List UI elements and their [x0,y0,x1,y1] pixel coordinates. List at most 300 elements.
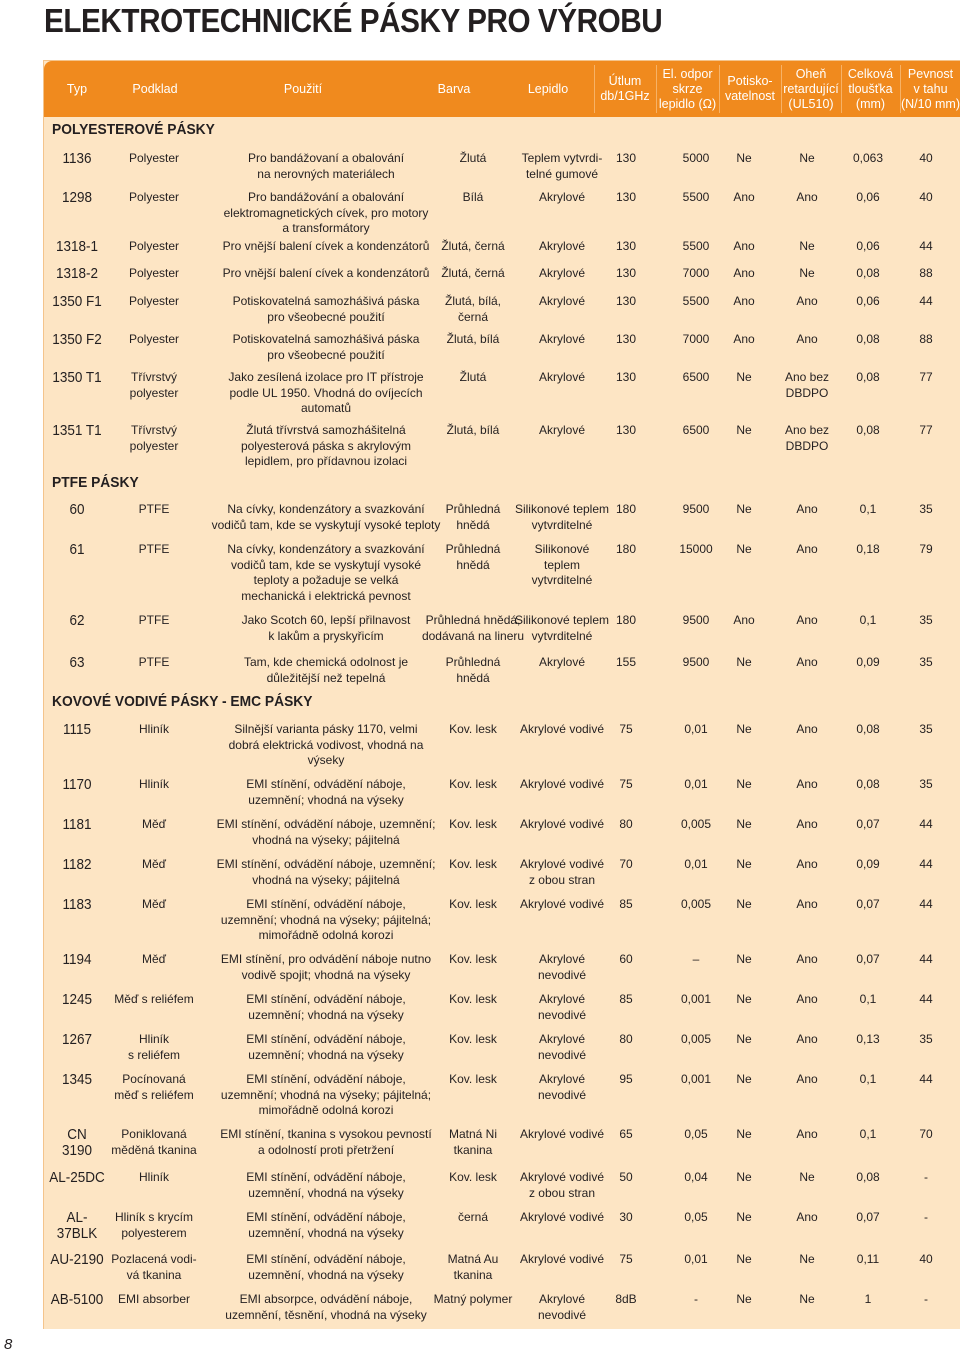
product-table [43,60,960,1329]
cell-odpor: 0,001 [680,1072,712,1086]
cell-barva: Bílá [462,190,484,204]
cell-barva: Žlutá [459,370,487,384]
cell-odpor: 0,005 [680,817,712,831]
cell-pouziti: Jako zesílená izolace pro IT přístroje podle UL 1950. Vhodná do ovíjecích automatů [228,370,424,415]
cell-barva: Průhledná hnědá [445,542,501,572]
cell-utlum: 8dB [615,1292,637,1306]
cell-ohen: Ne [799,266,815,280]
cell-typ: 1350 F1 [52,293,102,310]
cell-barva: Kov. lesk [449,777,497,791]
cell-podklad: Pocínovaná měď s reliéfem [114,1072,194,1102]
cell-ohen: Ano bez DBDPO [784,370,830,400]
header-utlum: Útlum db/1GHz [600,74,650,103]
cell-typ: AB-5100 [50,1291,104,1308]
cell-pevnost: 77 [919,423,933,437]
cell-podklad: Hliník [138,722,169,736]
cell-podklad: Polyester [128,266,180,280]
cell-typ: AL-25DC [49,1169,105,1186]
cell-odpor: 9500 [682,655,710,669]
cell-potisk: Ano [733,332,755,346]
section-title: POLYESTEROVÉ PÁSKY [52,121,215,138]
cell-podklad: Třívrstvý polyester [129,370,179,400]
header-barva: Barva [437,81,471,96]
header-separator [719,65,720,113]
cell-potisk: Ne [736,992,752,1006]
cell-potisk: Ne [736,952,752,966]
cell-pouziti: Tam, kde chemická odolnost je důležitější než tepelná [243,655,409,685]
cell-tloustka: 0,1 [859,613,877,627]
cell-tloustka: 0,09 [856,655,880,669]
cell-utlum: 70 [619,857,633,871]
cell-utlum: 130 [615,266,637,280]
header-ohen: Oheň retardující (UL510) [783,66,839,111]
section-title: PTFE PÁSKY [52,474,139,491]
cell-lepidlo: Akrylové nevodivé [537,1292,587,1322]
cell-tloustka: 1 [864,1292,872,1306]
cell-ohen: Ne [799,1252,815,1266]
cell-utlum: 130 [615,151,637,165]
cell-utlum: 85 [619,992,633,1006]
cell-typ: 1318-2 [55,265,99,282]
cell-pouziti: EMI stínění, odvádění náboje, uzemnění; vhodná na výseky [246,992,406,1022]
cell-pouziti: EMI stínění, tkanina s vysokou pevností a odolností proti přetržení [220,1127,432,1157]
cell-odpor: 5500 [682,239,710,253]
cell-tloustka: 0,1 [859,502,877,516]
cell-typ: AL- 37BLK [56,1209,98,1242]
cell-tloustka: 0,07 [856,897,880,911]
cell-pouziti: Na cívky, kondenzátory a svazkování vodičů tam, kde se vyskytují vysoké teploty a požaduje se velká mechanická i elektrická pevnost [227,542,425,603]
cell-pouziti: EMI absorpce, odvádění náboje, uzemnění, těsnění, vhodná na výseky [225,1292,427,1322]
cell-potisk: Ne [736,1032,752,1046]
cell-barva: Kov. lesk [449,817,497,831]
cell-ohen: Ano [796,1127,818,1141]
cell-ohen: Ano [796,897,818,911]
cell-utlum: 130 [615,190,637,204]
cell-typ: 1267 [61,1031,93,1048]
cell-tloustka: 0,13 [856,1032,880,1046]
header-pouziti: Použití [283,81,323,96]
cell-typ: 63 [69,654,85,671]
cell-pevnost: 40 [919,1252,933,1266]
cell-podklad: PTFE [138,655,170,669]
cell-potisk: Ano [733,266,755,280]
cell-potisk: Ne [736,1072,752,1086]
table-header [44,61,960,117]
cell-potisk: Ne [736,370,752,384]
cell-potisk: Ano [733,190,755,204]
cell-podklad: PTFE [138,502,170,516]
cell-odpor: 7000 [682,332,710,346]
cell-lepidlo: Akrylové [538,655,585,669]
cell-lepidlo: Akrylové [538,294,585,308]
cell-pevnost: 44 [919,857,933,871]
cell-odpor: 0,001 [680,992,712,1006]
cell-pouziti: Potiskovatelná samozhášivá páska pro všeobecné použití [232,294,420,324]
cell-barva: Žlutá, černá [441,266,505,280]
cell-barva: Matná Ni tkanina [448,1127,498,1157]
cell-typ: 1170 [62,776,92,793]
cell-pouziti: Na cívky, kondenzátory a svazkování vodičů tam, kde se vyskytují vysoké teploty [211,502,441,532]
cell-barva: Průhledná hnědá [445,655,501,685]
cell-lepidlo: Akrylové [538,239,585,253]
cell-podklad: Poniklovaná měděná tkanina [111,1127,197,1157]
cell-odpor: 0,005 [680,1032,712,1046]
cell-utlum: 155 [615,655,637,669]
cell-pouziti: Pro bandážování a obalování elektromagnetických cívek, pro motory a transformátory [223,190,429,235]
cell-podklad: Polyester [128,190,180,204]
cell-utlum: 85 [619,897,633,911]
cell-tloustka: 0,09 [856,857,880,871]
cell-odpor: – [692,952,700,966]
cell-utlum: 80 [619,817,633,831]
cell-lepidlo: Akrylové [538,370,585,384]
cell-pevnost: 35 [919,722,933,736]
page-title: ELEKTROTECHNICKÉ PÁSKY PRO VÝROBU [44,2,663,39]
cell-ohen: Ano [796,613,818,627]
cell-typ: 61 [69,541,85,558]
cell-barva: Matný polymer [433,1292,513,1306]
cell-pevnost: 88 [919,266,933,280]
cell-utlum: 130 [615,423,637,437]
cell-tloustka: 0,063 [852,151,884,165]
cell-lepidlo: Akrylové vodivé z obou stran [519,857,605,887]
cell-podklad: Pozlacená vodi- vá tkanina [111,1252,197,1282]
cell-tloustka: 0,07 [856,952,880,966]
cell-podklad: Hliník s krycím polyesterem [115,1210,193,1240]
cell-utlum: 130 [615,332,637,346]
cell-ohen: Ne [799,239,815,253]
cell-podklad: Třívrstvý polyester [129,423,179,453]
cell-ohen: Ano [796,502,818,516]
cell-barva: černá [457,1210,489,1224]
cell-potisk: Ne [736,897,752,911]
cell-tloustka: 0,06 [856,190,880,204]
cell-potisk: Ne [736,817,752,831]
cell-lepidlo: Akrylové [538,423,585,437]
cell-ohen: Ano [796,817,818,831]
cell-ohen: Ne [799,1170,815,1184]
cell-lepidlo: Akrylové [538,332,585,346]
cell-podklad: Měď [141,897,167,911]
cell-podklad: Hliník s reliéfem [127,1032,180,1062]
cell-lepidlo: Akrylové vodivé [519,1210,605,1224]
cell-lepidlo: Akrylové nevodivé [537,1072,587,1102]
section-title: KOVOVÉ VODIVÉ PÁSKY - EMC PÁSKY [52,693,313,710]
cell-utlum: 95 [619,1072,633,1086]
cell-pevnost: 35 [919,655,933,669]
cell-tloustka: 0,1 [859,1072,877,1086]
cell-tloustka: 0,08 [856,423,880,437]
cell-odpor: 0,05 [684,1127,708,1141]
cell-tloustka: 0,08 [856,370,880,384]
header-separator [656,65,657,113]
cell-pevnost: 70 [919,1127,933,1141]
header-lepidlo: Lepidlo [527,81,569,96]
cell-lepidlo: Akrylové vodivé [519,1127,605,1141]
cell-barva: Kov. lesk [449,952,497,966]
header-pevnost: Pevnost v tahu (N/10 mm) [900,66,960,111]
cell-lepidlo: Akrylové [538,266,585,280]
cell-podklad: Polyester [128,151,180,165]
cell-pevnost: 44 [919,897,933,911]
cell-odpor: 5000 [682,151,710,165]
cell-ohen: Ano [796,952,818,966]
cell-ohen: Ano [796,1032,818,1046]
cell-utlum: 180 [615,542,637,556]
cell-ohen: Ano [796,542,818,556]
cell-odpor: 0,005 [680,897,712,911]
cell-typ: 1183 [62,896,92,913]
cell-barva: Kov. lesk [449,857,497,871]
cell-pouziti: EMI stínění, odvádění náboje, uzemnění; vhodná na výseky [246,1032,406,1062]
cell-pevnost: 44 [919,1072,933,1086]
cell-barva: Kov. lesk [449,1032,497,1046]
cell-potisk: Ne [736,1292,752,1306]
cell-pevnost: 35 [919,502,933,516]
cell-tloustka: 0,08 [856,1170,880,1184]
cell-odpor: 5500 [682,294,710,308]
cell-ohen: Ano [796,992,818,1006]
cell-pevnost: 35 [919,777,933,791]
cell-utlum: 65 [619,1127,633,1141]
cell-barva: Kov. lesk [449,1072,497,1086]
cell-potisk: Ne [736,655,752,669]
cell-utlum: 75 [619,777,633,791]
cell-tloustka: 0,1 [859,1127,877,1141]
cell-barva: Žlutá, bílá [446,332,500,346]
cell-typ: 1194 [62,951,92,968]
cell-pevnost: - [924,1292,928,1306]
cell-barva: Kov. lesk [449,992,497,1006]
cell-lepidlo: Akrylové vodivé [519,1252,605,1266]
cell-ohen: Ano [796,777,818,791]
cell-barva: Průhledná hnědá, dodávaná na lineru [421,613,525,643]
cell-ohen: Ano [796,1072,818,1086]
cell-typ: CN 3190 [61,1126,93,1159]
cell-podklad: Polyester [128,239,180,253]
cell-tloustka: 0,07 [856,817,880,831]
cell-podklad: Hliník [138,777,169,791]
cell-pevnost: 44 [919,992,933,1006]
cell-utlum: 130 [615,239,637,253]
cell-lepidlo: Akrylové vodivé [519,722,605,736]
header-odpor: El. odpor skrze lepidlo (Ω) [658,66,717,111]
cell-typ: 62 [69,612,85,629]
cell-potisk: Ne [736,722,752,736]
cell-pouziti: EMI stínění, odvádění náboje, uzemnění; vhodná na výseky; pájitelná; mimořádně odolná korozi [220,897,432,942]
cell-odpor: 0,01 [684,857,708,871]
cell-pevnost: 40 [919,190,933,204]
cell-potisk: Ne [736,423,752,437]
cell-typ: 1351 T1 [52,422,102,439]
cell-odpor: 0,04 [684,1170,708,1184]
page-number: 8 [4,1336,13,1353]
cell-tloustka: 0,08 [856,722,880,736]
cell-utlum: 75 [619,722,633,736]
cell-ohen: Ne [799,151,815,165]
cell-lepidlo: Akrylové vodivé [519,777,605,791]
header-separator [594,65,595,113]
cell-typ: 1350 T1 [52,369,102,386]
cell-potisk: Ne [736,542,752,556]
cell-podklad: Měď [141,817,167,831]
cell-pouziti: EMI stínění, pro odvádění náboje nutno vodivě spojit; vhodná na výseky [220,952,432,982]
cell-pevnost: 40 [919,151,933,165]
cell-pouziti: EMI stínění, odvádění náboje, uzemnění; vhodná na výseky; pájitelná [216,817,436,847]
cell-ohen: Ano [796,722,818,736]
cell-pouziti: Žlutá třívrstvá samozhášitelná polyesterová páska s akrylovým lepidlem, pro přídavnou izolaci [240,423,412,468]
cell-barva: Kov. lesk [449,897,497,911]
cell-pouziti: Jako Scotch 60, lepší přilnavost k lakům a pryskyřicím [241,613,411,643]
cell-lepidlo: Akrylové nevodivé [537,952,587,982]
cell-podklad: Měď [141,952,167,966]
cell-pevnost: 35 [919,1032,933,1046]
cell-odpor: 0,01 [684,1252,708,1266]
cell-pevnost: - [924,1210,928,1224]
cell-potisk: Ne [736,857,752,871]
cell-lepidlo: Akrylové [538,190,585,204]
cell-pevnost: 44 [919,817,933,831]
cell-utlum: 50 [619,1170,633,1184]
cell-odpor: 9500 [682,613,710,627]
cell-lepidlo: Akrylové vodivé [519,817,605,831]
cell-lepidlo: Akrylové nevodivé [537,992,587,1022]
cell-podklad: Polyester [128,294,180,308]
cell-pouziti: EMI stínění, odvádění náboje, uzemnění, vhodná na výseky [246,1252,406,1282]
cell-pouziti: Pro vnější balení cívek a kondenzátorů [222,266,430,280]
cell-podklad: Polyester [128,332,180,346]
cell-tloustka: 0,08 [856,332,880,346]
cell-pevnost: 44 [919,952,933,966]
cell-typ: 1136 [62,150,92,167]
cell-typ: 1298 [61,189,93,206]
cell-utlum: 75 [619,1252,633,1266]
cell-tloustka: 0,18 [856,542,880,556]
cell-ohen: Ne [799,1292,815,1306]
cell-barva: Průhledná hnědá [445,502,501,532]
cell-typ: AU-2190 [50,1251,104,1268]
cell-podklad: Měď s reliéfem [114,992,194,1006]
cell-ohen: Ano bez DBDPO [784,423,830,453]
cell-tloustka: 0,11 [856,1252,880,1266]
cell-ohen: Ano [796,332,818,346]
cell-ohen: Ano [796,190,818,204]
cell-potisk: Ano [733,239,755,253]
cell-potisk: Ne [736,1252,752,1266]
cell-tloustka: 0,08 [856,266,880,280]
cell-lepidlo: Silikonové teplem vytvrditelné [514,502,610,532]
cell-odpor: - [694,1292,698,1306]
header-separator [900,65,901,113]
cell-pouziti: Pro vnější balení cívek a kondenzátorů [222,239,430,253]
cell-lepidlo: Akrylové nevodivé [537,1032,587,1062]
cell-potisk: Ne [736,151,752,165]
cell-typ: 1318-1 [55,238,99,255]
cell-odpor: 0,05 [684,1210,708,1224]
cell-pevnost: 88 [919,332,933,346]
cell-pouziti: EMI stínění, odvádění náboje, uzemnění; vhodná na výseky [246,777,406,807]
cell-odpor: 6500 [682,370,710,384]
cell-pevnost: - [924,1170,928,1184]
cell-barva: Matná Au tkanina [447,1252,499,1282]
cell-pouziti: Potiskovatelná samozhášivá páska pro všeobecné použití [232,332,420,362]
cell-pevnost: 77 [919,370,933,384]
cell-odpor: 15000 [679,542,713,556]
cell-typ: 1350 F2 [52,331,102,348]
header-podklad: Podklad [132,81,178,96]
cell-podklad: EMI absorber [117,1292,191,1306]
cell-lepidlo: Akrylové vodivé [519,897,605,911]
cell-pevnost: 44 [919,239,933,253]
cell-barva: Kov. lesk [449,1170,497,1184]
header-separator [781,65,782,113]
cell-podklad: Hliník [138,1170,169,1184]
cell-potisk: Ano [733,613,755,627]
cell-pouziti: EMI stínění, odvádění náboje, uzemnění, vhodná na výseky [246,1170,406,1200]
header-typ: Typ [66,81,88,96]
cell-barva: Žlutá, bílá, černá [444,294,502,324]
cell-pevnost: 44 [919,294,933,308]
cell-ohen: Ano [796,294,818,308]
cell-utlum: 80 [619,1032,633,1046]
header-separator [841,65,842,113]
cell-barva: Kov. lesk [449,722,497,736]
cell-typ: 1245 [61,991,93,1008]
cell-barva: Žlutá [459,151,487,165]
cell-pouziti: Silnější varianta pásky 1170, velmi dobrá elektrická vodivost, vhodná na výseky [228,722,424,767]
cell-potisk: Ne [736,1170,752,1184]
cell-podklad: PTFE [138,613,170,627]
cell-lepidlo: Akrylové vodivé z obou stran [519,1170,605,1200]
cell-podklad: Měď [141,857,167,871]
cell-odpor: 7000 [682,266,710,280]
cell-potisk: Ne [736,502,752,516]
cell-podklad: PTFE [138,542,170,556]
cell-utlum: 180 [615,502,637,516]
cell-utlum: 130 [615,294,637,308]
cell-utlum: 60 [619,952,633,966]
cell-pouziti: EMI stínění, odvádění náboje, uzemnění; vhodná na výseky; pájitelná [216,857,436,887]
cell-pevnost: 79 [919,542,933,556]
cell-tloustka: 0,06 [856,294,880,308]
cell-typ: 60 [69,501,85,518]
cell-potisk: Ne [736,1210,752,1224]
cell-odpor: 6500 [682,423,710,437]
cell-odpor: 0,01 [684,722,708,736]
cell-tloustka: 0,06 [856,239,880,253]
cell-typ: 1181 [62,816,92,833]
cell-tloustka: 0,1 [859,992,877,1006]
cell-potisk: Ne [736,1127,752,1141]
cell-pouziti: Pro bandážovaní a obalování na nerovných materiálech [247,151,405,181]
cell-barva: Žlutá, černá [441,239,505,253]
cell-typ: 1115 [62,721,92,738]
cell-potisk: Ne [736,777,752,791]
cell-pouziti: EMI stínění, odvádění náboje, uzemnění; vhodná na výseky; pájitelná; mimořádně odolná korozi [220,1072,432,1117]
cell-tloustka: 0,08 [856,777,880,791]
cell-utlum: 180 [615,613,637,627]
header-tloustka: Celková tloušťka (mm) [847,66,894,111]
cell-pouziti: EMI stínění, odvádění náboje, uzemnění, vhodná na výseky [246,1210,406,1240]
cell-utlum: 30 [619,1210,633,1224]
cell-lepidlo: Silikonové teplem vytvrditelné [514,613,610,643]
cell-ohen: Ano [796,655,818,669]
cell-odpor: 0,01 [684,777,708,791]
cell-lepidlo: Silikonové teplem vytvrditelné [531,542,593,587]
cell-typ: 1345 [61,1071,93,1088]
cell-odpor: 5500 [682,190,710,204]
cell-odpor: 9500 [682,502,710,516]
